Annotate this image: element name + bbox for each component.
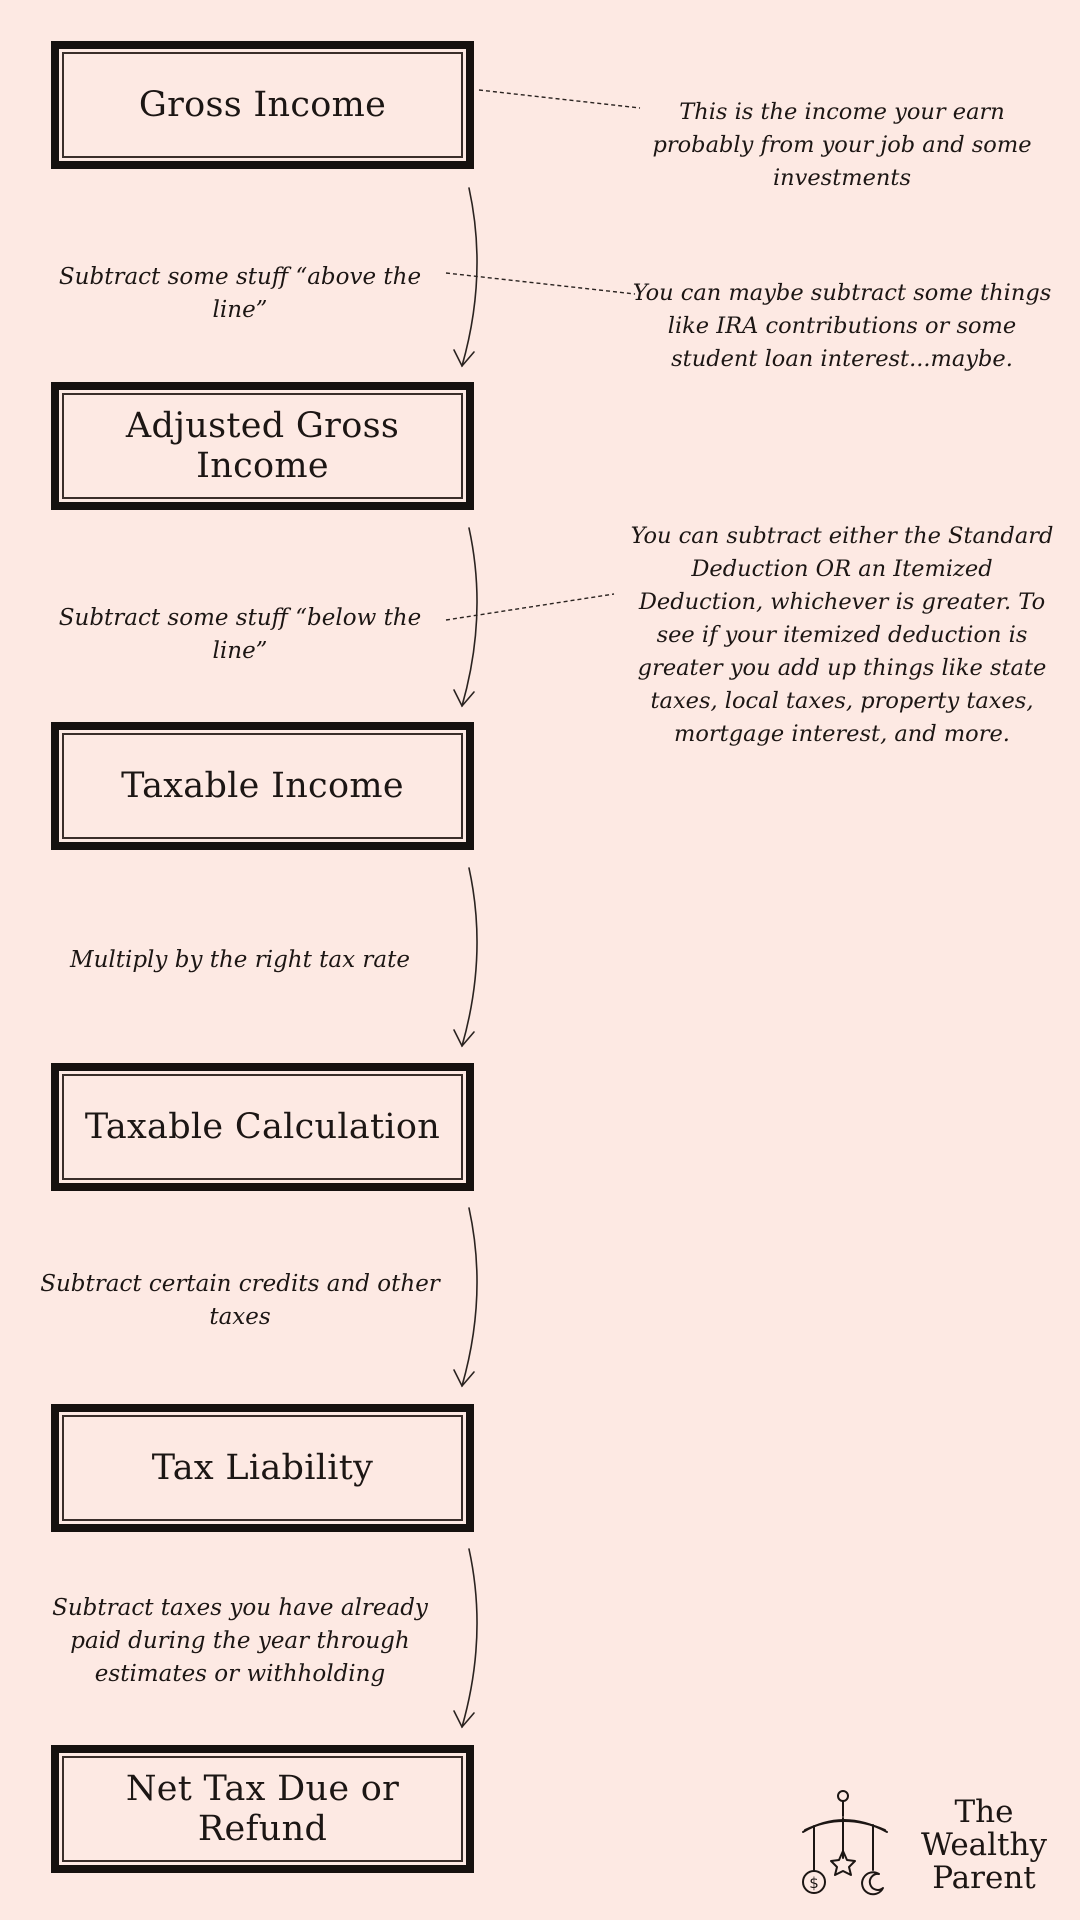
step-text-tax-rate: Multiply by the right tax rate <box>70 947 410 973</box>
step-text-credits: Subtract certain credits and other taxes <box>40 1271 440 1330</box>
flow-arrow-5-head <box>454 1711 474 1727</box>
box-adjusted-gross-income <box>51 382 474 510</box>
box-label: Taxable Calculation <box>84 1107 441 1147</box>
box-label: Taxable Income <box>121 766 404 806</box>
flow-arrow-3-head <box>454 1030 474 1046</box>
step-text-below-the-line: Subtract some stuff “below the line” <box>58 605 422 664</box>
box-label: Tax Liability <box>151 1448 374 1488</box>
baby-mobile-icon <box>795 1788 921 1900</box>
brand-logo <box>795 1788 1065 1898</box>
box-tax-liability <box>51 1404 474 1532</box>
flow-arrow-1-head <box>454 350 474 366</box>
note-above-the-line: You can maybe subtract some things like IRA contributions or some student loan interest...maybe. <box>632 280 1052 372</box>
brand-name-line-3: Parent <box>932 1860 1036 1896</box>
brand-name-line-1: The <box>954 1794 1014 1830</box>
box-net-tax-due-or-refund <box>51 1745 474 1873</box>
step-text-taxes-paid: Subtract taxes you have already paid during the year through estimates or withholding <box>52 1595 428 1687</box>
note-leader-3 <box>446 594 614 620</box>
brand-name <box>909 1796 1059 1895</box>
note-leader-2 <box>446 273 635 294</box>
box-label: Gross Income <box>138 85 387 125</box>
box-taxable-income <box>51 722 474 850</box>
svg-text:$: $ <box>809 1874 819 1892</box>
flow-arrow-1 <box>462 188 477 366</box>
flow-arrow-2-head <box>454 690 474 706</box>
box-label: Net Tax Due or Refund <box>125 1769 400 1849</box>
note-gross-income: This is the income your earn probably from your job and some investments <box>652 99 1032 191</box>
flow-arrow-4 <box>462 1208 477 1386</box>
box-gross-income <box>51 41 474 169</box>
step-text-above-the-line: Subtract some stuff “above the line” <box>58 264 422 323</box>
box-label: Adjusted Gross Income <box>125 406 400 486</box>
note-leader-1 <box>479 90 640 108</box>
flow-arrow-3 <box>462 868 477 1046</box>
flow-arrow-2 <box>462 528 477 706</box>
brand-name-line-2: Wealthy <box>920 1827 1047 1863</box>
note-deductions: You can subtract either the Standard Deduction OR an Itemized Deduction, whichever is greater. To see if your itemized deduction is greater you add up things like state taxes, local taxes, property taxes, mortgage interest, and more. <box>630 523 1054 747</box>
box-taxable-calculation <box>51 1063 474 1191</box>
flow-arrow-5 <box>462 1549 477 1727</box>
flow-arrow-4-head <box>454 1370 474 1386</box>
